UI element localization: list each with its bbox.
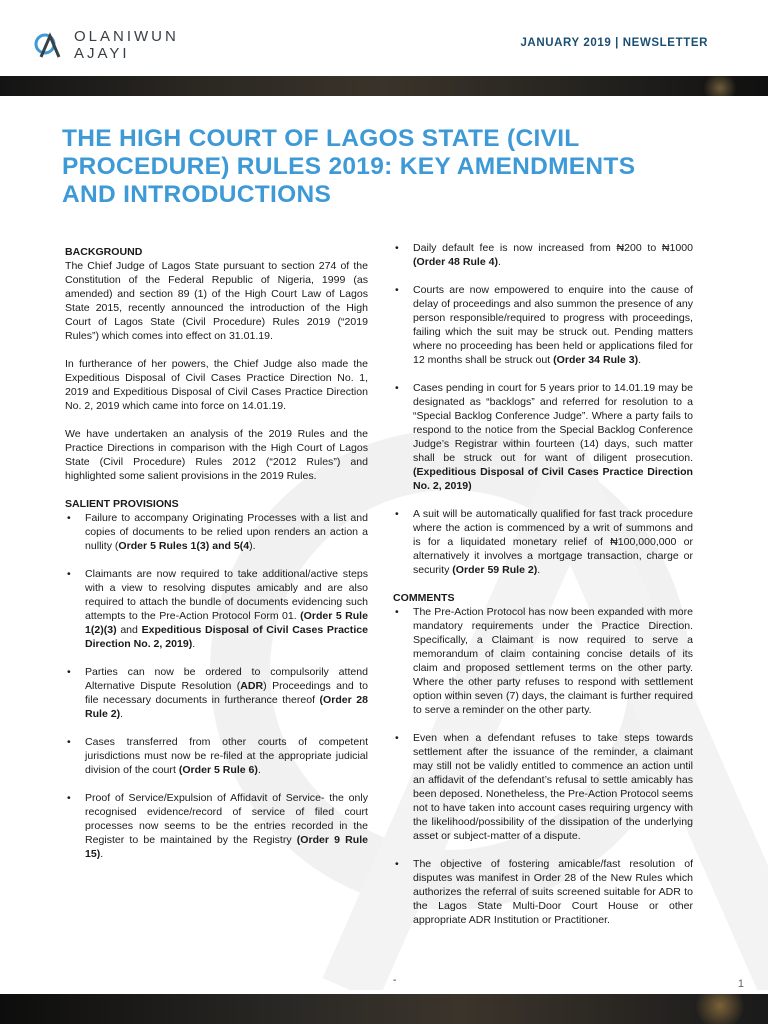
article-title: THE HIGH COURT OF LAGOS STATE (CIVIL PROCEDURE) RULES 2019: KEY AMENDMENTS AND INTRODUCTIONS <box>62 125 636 208</box>
logo-text <box>74 28 179 62</box>
footer-ornament <box>690 994 750 1024</box>
background-heading: BACKGROUND <box>65 246 143 258</box>
list-item: • Cases pending in court for 5 years prior to 14.01.19 may be designated as “backlogs” and referred for resolution to a “Special Backlog Conference Judge”. Where a party fails to respond to the notice from the Special Backlog Conference Judge’s Registrar within fourteen (14) days, such matter shall be struck out for want of diligent prosecution. (Expeditious Disposal of Civil Cases Practice Direction No. 2, 2019) <box>393 381 693 493</box>
right-column <box>393 241 693 941</box>
salient-heading: SALIENT PROVISIONS <box>65 498 179 510</box>
logo-line2: AJAYI <box>74 45 130 62</box>
list-item: • Even when a defendant refuses to take steps towards settlement after the issuance of the reminder, a claimant may still not be validly entitled to commence an action until an affidavit of the defendant’s refusal to settle amicably has been deposed. Nonetheless, the Pre-Action Protocol seems not to have taken into account cases requiring urgency with the likelihood/possibility of the dissipation of the underlying asset or subject-matter of a dispute. <box>393 731 693 843</box>
comments-list <box>393 605 693 927</box>
list-item: • Parties can now be ordered to compulsorily attend Alternative Dispute Resolution (ADR) Proceedings and to file necessary documents in furtherance thereof (Order 28 Rule 2). <box>65 665 368 721</box>
page-header <box>0 0 768 76</box>
list-item: • The objective of fostering amicable/fast resolution of disputes was manifest in Order 28 of the New Rules which authorizes the referral of suits screened suitable for ADR to the Lagos State Multi-Door Court House or other appropriate ADR Institution or Practitioner. <box>393 857 693 927</box>
banner-ornament <box>700 76 740 96</box>
logo-line1: OLANIWUN <box>74 28 179 45</box>
background-paragraph-2: In furtherance of her powers, the Chief Judge also made the Expeditious Disposal of Civil Cases Practice Direction No. 1, 2019 and Expeditious Disposal of Civil Cases Practice Direction No. 2, 2019 which came into force on 14.01.19. <box>65 358 368 412</box>
salient-list <box>65 511 368 861</box>
list-item: • Claimants are now required to take additional/active steps with a view to resolving disputes amicably and are also required to attach the bundle of documents evidencing such attempts to the Pre-Action Protocol Form 01. (Order 5 Rule 1(2)(3) and Expeditious Disposal of Civil Cases Practice Direction No. 2, 2019). <box>65 567 368 651</box>
background-paragraph-3: We have undertaken an analysis of the 2019 Rules and the Practice Directions in comparison with the High Court of Lagos State (Civil Procedure) Rules 2012 (“2012 Rules”) and highlighted some salient provisions in the 2019 Rules. <box>65 428 368 482</box>
left-column <box>65 245 368 875</box>
list-item: • Proof of Service/Expulsion of Affidavit of Service- the only recognised evidence/record of service of filed court processes now seems to be the entries recorded in the Register to be maintained by the Registry (Order 9 Rule 15). <box>65 791 368 861</box>
footer-banner <box>0 994 768 1024</box>
header-banner <box>0 76 768 96</box>
list-item: • Daily default fee is now increased from ₦200 to ₦1000 (Order 48 Rule 4). <box>393 241 693 269</box>
logo-icon <box>32 30 68 60</box>
newsletter-date: JANUARY 2019 | NEWSLETTER <box>520 37 708 49</box>
list-item: • The Pre-Action Protocol has now been expanded with more mandatory requirements under the Practice Direction. Specifically, a Claimant is now required to serve a memorandum of claim containing concise details of its claim and proposed settlement terms on the other party. Where the other party refuses to respond with settlement option within seven (7) days, the claimant is further required to serve a reminder on the other party. <box>393 605 693 717</box>
footer-dash: - <box>393 975 397 986</box>
list-item: • Cases transferred from other courts of competent jurisdictions must now be re-filed at the appropriate judicial division of the court (Order 5 Rule 6). <box>65 735 368 777</box>
list-item: • A suit will be automatically qualified for fast track procedure where the action is commenced by a writ of summons and is for a liquidated monetary relief of ₦100,000,000 or alternatively it involves a mortgage transaction, charge or security (Order 59 Rule 2). <box>393 507 693 577</box>
list-item: • Courts are now empowered to enquire into the cause of delay of proceedings and also summon the presence of any person responsible/required to progress with proceedings, failing which the suit may be struck out. Pending matters where no proceeding has been held or applications filed for 12 months shall be struck out (Order 34 Rule 3). <box>393 283 693 367</box>
page-number: 1 <box>737 978 744 990</box>
comments-heading: COMMENTS <box>393 592 455 604</box>
provisions-list-continued <box>393 241 693 577</box>
background-paragraph-1: The Chief Judge of Lagos State pursuant to section 274 of the Constitution of the Federal Republic of Nigeria, 1999 (as amended) and section 89 (1) of the High Court Law of Lagos State 2015, recently announced the introduction of the High Court of Lagos State (Civil Procedure) Rules 2019 (“2019 Rules”) which comes into effect on 31.01.19. <box>65 260 368 342</box>
list-item: • Failure to accompany Originating Processes with a list and copies of documents to be relied upon renders an action a nullity (Order 5 Rules 1(3) and 5(4). <box>65 511 368 553</box>
